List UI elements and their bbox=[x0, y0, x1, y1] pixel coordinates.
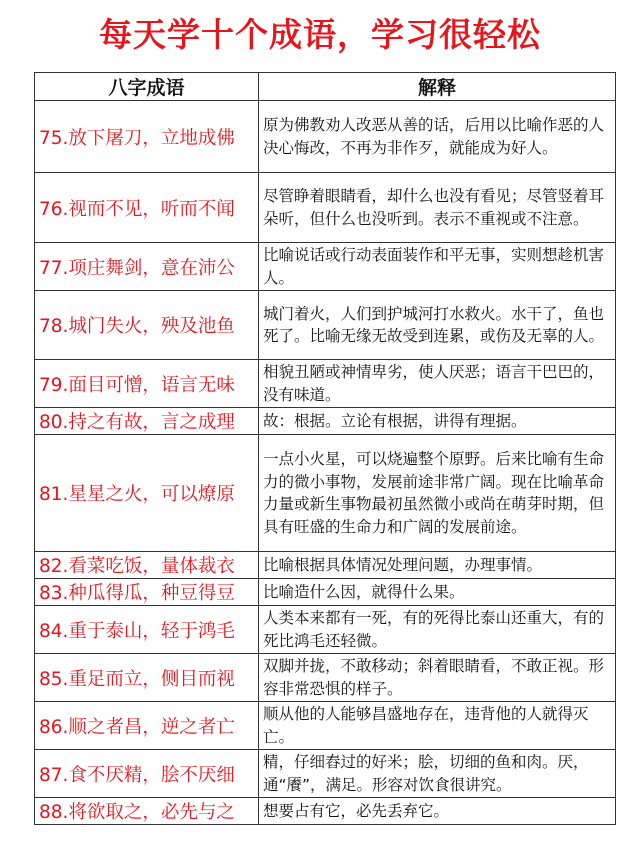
header-idiom: 八字成语 bbox=[35, 73, 259, 101]
idiom-cell: 85.重足而立，侧目而视 bbox=[35, 654, 259, 702]
idiom-cell: 86.顺之者昌，逆之者亡 bbox=[35, 702, 259, 750]
idiom-cell: 80.持之有故，言之成理 bbox=[35, 408, 259, 435]
meaning-cell: 想要占有它，必先丢弃它。 bbox=[259, 798, 616, 825]
meaning-cell: 人类本来都有一死，有的死得比泰山还重大，有的死比鸿毛还轻微。 bbox=[259, 606, 616, 654]
table-row bbox=[35, 654, 616, 702]
meaning-cell: 相貌丑陋或神情卑劣，使人厌恶；语言干巴巴的，没有味道。 bbox=[259, 360, 616, 408]
idiom-cell: 75.放下屠刀，立地成佛 bbox=[35, 101, 259, 173]
idiom-cell: 83.种瓜得瓜，种豆得豆 bbox=[35, 579, 259, 606]
meaning-cell: 精，仔细舂过的好米；脍，切细的鱼和肉。厌，通“餍”，满足。形容对饮食很讲究。 bbox=[259, 750, 616, 798]
table-row bbox=[35, 408, 616, 435]
table-row bbox=[35, 750, 616, 798]
idiom-cell: 78.城门失火，殃及池鱼 bbox=[35, 291, 259, 360]
idiom-cell: 81.星星之火，可以燎原 bbox=[35, 435, 259, 552]
table-row bbox=[35, 702, 616, 750]
table-row bbox=[35, 173, 616, 243]
table-row bbox=[35, 606, 616, 654]
idiom-cell: 87.食不厌精，脍不厌细 bbox=[35, 750, 259, 798]
table-row bbox=[35, 798, 616, 825]
table-row bbox=[35, 360, 616, 408]
page-title: 每天学十个成语，学习很轻松 bbox=[99, 15, 541, 54]
table-row bbox=[35, 579, 616, 606]
table-row bbox=[35, 291, 616, 360]
table-row bbox=[35, 101, 616, 173]
meaning-cell: 双脚并拢，不敢移动；斜着眼睛看，不敢正视。形容非常恐惧的样子。 bbox=[259, 654, 616, 702]
idiom-cell: 77.项庄舞剑，意在沛公 bbox=[35, 243, 259, 291]
idiom-cell: 84.重于泰山，轻于鸿毛 bbox=[35, 606, 259, 654]
header-meaning: 解释 bbox=[259, 73, 616, 101]
idiom-cell: 82.看菜吃饭，量体裁衣 bbox=[35, 552, 259, 579]
meaning-cell: 故：根据。立论有根据，讲得有理据。 bbox=[259, 408, 616, 435]
meaning-cell: 一点小火星，可以烧遍整个原野。后来比喻有生命力的微小事物，发展前途非常广阔。现在比喻革命力量或新生事物最初虽然微小或尚在萌芽时期，但具有旺盛的生命力和广阔的发展前途。 bbox=[259, 435, 616, 552]
meaning-cell: 尽管睁着眼睛看，却什么也没有看见；尽管竖着耳朵听，但什么也没听到。表示不重视或不注意。 bbox=[259, 173, 616, 243]
table-header-row bbox=[35, 73, 616, 101]
table-row bbox=[35, 243, 616, 291]
meaning-cell: 比喻造什么因，就得什么果。 bbox=[259, 579, 616, 606]
idiom-table bbox=[34, 72, 616, 825]
idiom-cell: 79.面目可憎，语言无味 bbox=[35, 360, 259, 408]
meaning-cell: 原为佛教劝人改恶从善的话，后用以比喻作恶的人决心悔改，不再为非作歹，就能成为好人。 bbox=[259, 101, 616, 173]
meaning-cell: 比喻根据具体情况处理问题，办理事情。 bbox=[259, 552, 616, 579]
meaning-cell: 顺从他的人能够昌盛地存在，违背他的人就得灭亡。 bbox=[259, 702, 616, 750]
idiom-cell: 76.视而不见，听而不闻 bbox=[35, 173, 259, 243]
table-row bbox=[35, 435, 616, 552]
table-row bbox=[35, 552, 616, 579]
idiom-cell: 88.将欲取之，必先与之 bbox=[35, 798, 259, 825]
meaning-cell: 城门着火，人们到护城河打水救火。水干了，鱼也死了。比喻无缘无故受到连累，或伤及无辜的人。 bbox=[259, 291, 616, 360]
meaning-cell: 比喻说话或行动表面装作和平无事，实则想趁机害人。 bbox=[259, 243, 616, 291]
